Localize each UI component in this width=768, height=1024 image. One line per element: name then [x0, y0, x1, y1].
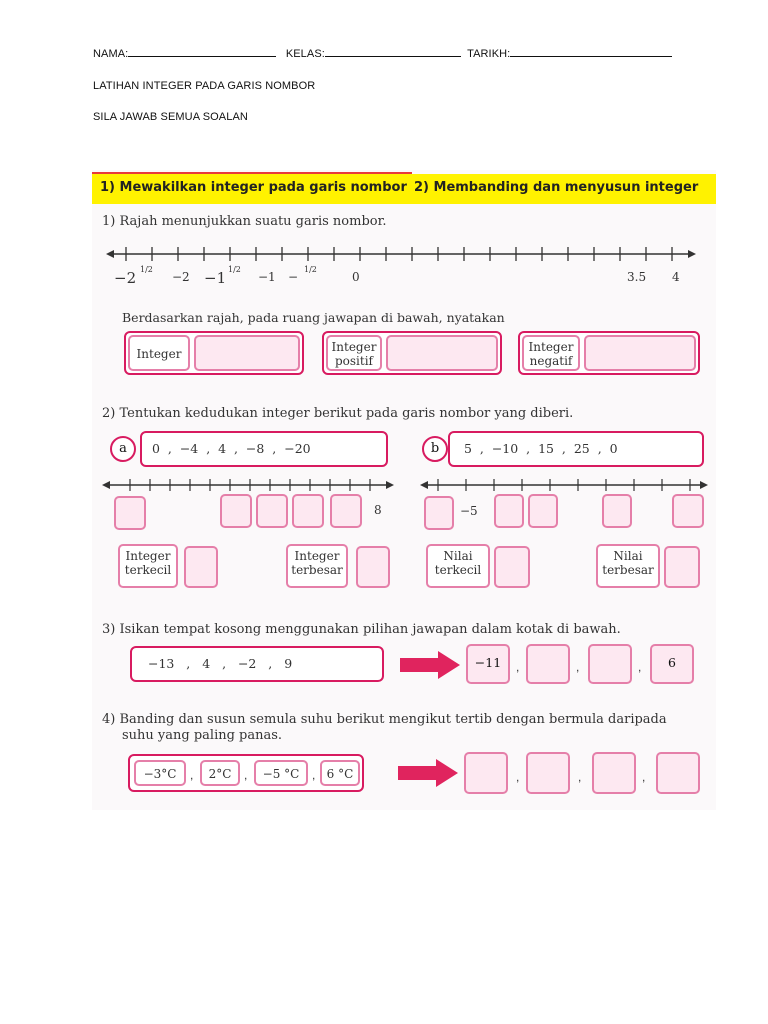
q2b-tag: b: [422, 436, 448, 462]
q2b-position-box[interactable]: [494, 494, 524, 528]
q4-answer-box[interactable]: [656, 752, 700, 794]
separator: ,: [244, 768, 248, 782]
q1-label-positive: Integer positif: [326, 335, 382, 371]
worksheet-image: [92, 170, 716, 810]
q3-first-box: −11: [466, 644, 510, 684]
q4-temp: 2°C: [200, 760, 240, 786]
q2-prompt: 2) Tentukan kedudukan integer berikut pada garis nombor yang diberi.: [102, 406, 574, 421]
q2b-position-box[interactable]: [528, 494, 558, 528]
q2a-largest-box[interactable]: [356, 546, 390, 588]
student-info-line: [93, 46, 672, 60]
banner-topic-2: 2) Membanding dan menyusun integer: [414, 180, 699, 195]
q1-answer-box[interactable]: [386, 335, 498, 371]
q2-number-lines: [92, 475, 716, 495]
q4-temp: −3°C: [134, 760, 186, 786]
q4-answer-box[interactable]: [592, 752, 636, 794]
q4-prompt-line2: suhu yang paling panas.: [122, 728, 283, 743]
topic-banner: [92, 174, 716, 204]
q4-temp: 6 °C: [320, 760, 360, 786]
nl-label: −1: [204, 269, 227, 287]
q1-answer-box[interactable]: [584, 335, 696, 371]
q3-arrow-icon: [398, 650, 462, 680]
q2a-end-label: 8: [374, 503, 382, 517]
q3-answer-box[interactable]: [526, 644, 570, 684]
q2b-position-box[interactable]: [602, 494, 632, 528]
q3-last-box: 6: [650, 644, 694, 684]
q1-answer-box[interactable]: [194, 335, 300, 371]
nl-label: 3.5: [627, 270, 647, 284]
q2b-smallest-box[interactable]: [494, 546, 530, 588]
q3-choices: −13 , 4 , −2 , 9: [148, 656, 293, 671]
q2b-values: 5 , −10 , 15 , 25 , 0: [464, 441, 618, 456]
separator: ,: [516, 660, 520, 674]
q2a-position-box[interactable]: [292, 494, 324, 528]
nama-field[interactable]: [128, 46, 276, 57]
q1-instruction: Berdasarkan rajah, pada ruang jawapan di bawah, nyatakan: [122, 310, 505, 325]
q4-temp: −5 °C: [254, 760, 308, 786]
separator: ,: [578, 770, 582, 784]
nl-label: 0: [352, 270, 360, 284]
q3-answer-box[interactable]: [588, 644, 632, 684]
nama-label: NAMA:: [93, 48, 129, 60]
q3-prompt: 3) Isikan tempat kosong menggunakan pilihan jawapan dalam kotak di bawah.: [102, 622, 621, 637]
q4-prompt-line1: 4) Banding dan susun semula suhu berikut mengikut tertib dengan bermula daripada: [102, 712, 667, 727]
q2b-position-box[interactable]: [424, 496, 454, 530]
nl-label: −1: [258, 270, 276, 284]
q2a-smallest-box[interactable]: [184, 546, 218, 588]
kelas-label: KELAS:: [285, 48, 325, 60]
q1-label-negative: Integer negatif: [522, 335, 580, 371]
q2b-largest-label: Nilai terbesar: [596, 544, 660, 588]
nl-label: −2: [114, 269, 137, 287]
q2a-tag: a: [110, 436, 136, 462]
q2a-smallest-label: Integer terkecil: [118, 544, 178, 588]
q4-answer-box[interactable]: [526, 752, 570, 794]
tarikh-field[interactable]: [510, 46, 672, 57]
tarikh-label: TARIKH:: [467, 48, 511, 60]
q2a-values: 0 , −4 , 4 , −8 , −20: [152, 441, 311, 456]
q2a-position-box[interactable]: [220, 494, 252, 528]
q4-arrow-icon: [396, 758, 460, 788]
q2b-largest-box[interactable]: [664, 546, 700, 588]
q1-number-line: [92, 242, 716, 266]
nl-label: 4: [672, 270, 680, 284]
separator: ,: [576, 660, 580, 674]
q2a-position-box[interactable]: [256, 494, 288, 528]
q2b-position-box[interactable]: [672, 494, 704, 528]
nl-fraction: 1/2: [140, 265, 153, 274]
nl-fraction: 1/2: [228, 265, 241, 274]
worksheet-title: LATIHAN INTEGER PADA GARIS NOMBOR: [93, 80, 316, 92]
separator: ,: [642, 770, 646, 784]
separator: ,: [190, 768, 194, 782]
q4-answer-box[interactable]: [464, 752, 508, 794]
separator: ,: [638, 660, 642, 674]
kelas-field[interactable]: [325, 46, 461, 57]
separator: ,: [312, 768, 316, 782]
q2a-position-box[interactable]: [330, 494, 362, 528]
q2a-position-box[interactable]: [114, 496, 146, 530]
separator: ,: [516, 770, 520, 784]
q2b-smallest-label: Nilai terkecil: [426, 544, 490, 588]
q2a-largest-label: Integer terbesar: [286, 544, 348, 588]
nl-label: −2: [172, 270, 190, 284]
nl-label: −: [288, 270, 299, 284]
q1-label-integer: Integer: [128, 335, 190, 371]
worksheet-instruction: SILA JAWAB SEMUA SOALAN: [93, 111, 248, 123]
nl-fraction: 1/2: [304, 265, 317, 274]
q2b-mid-label: −5: [460, 504, 478, 518]
banner-topic-1: 1) Mewakilkan integer pada garis nombor: [100, 180, 407, 195]
q1-prompt: 1) Rajah menunjukkan suatu garis nombor.: [102, 214, 387, 229]
